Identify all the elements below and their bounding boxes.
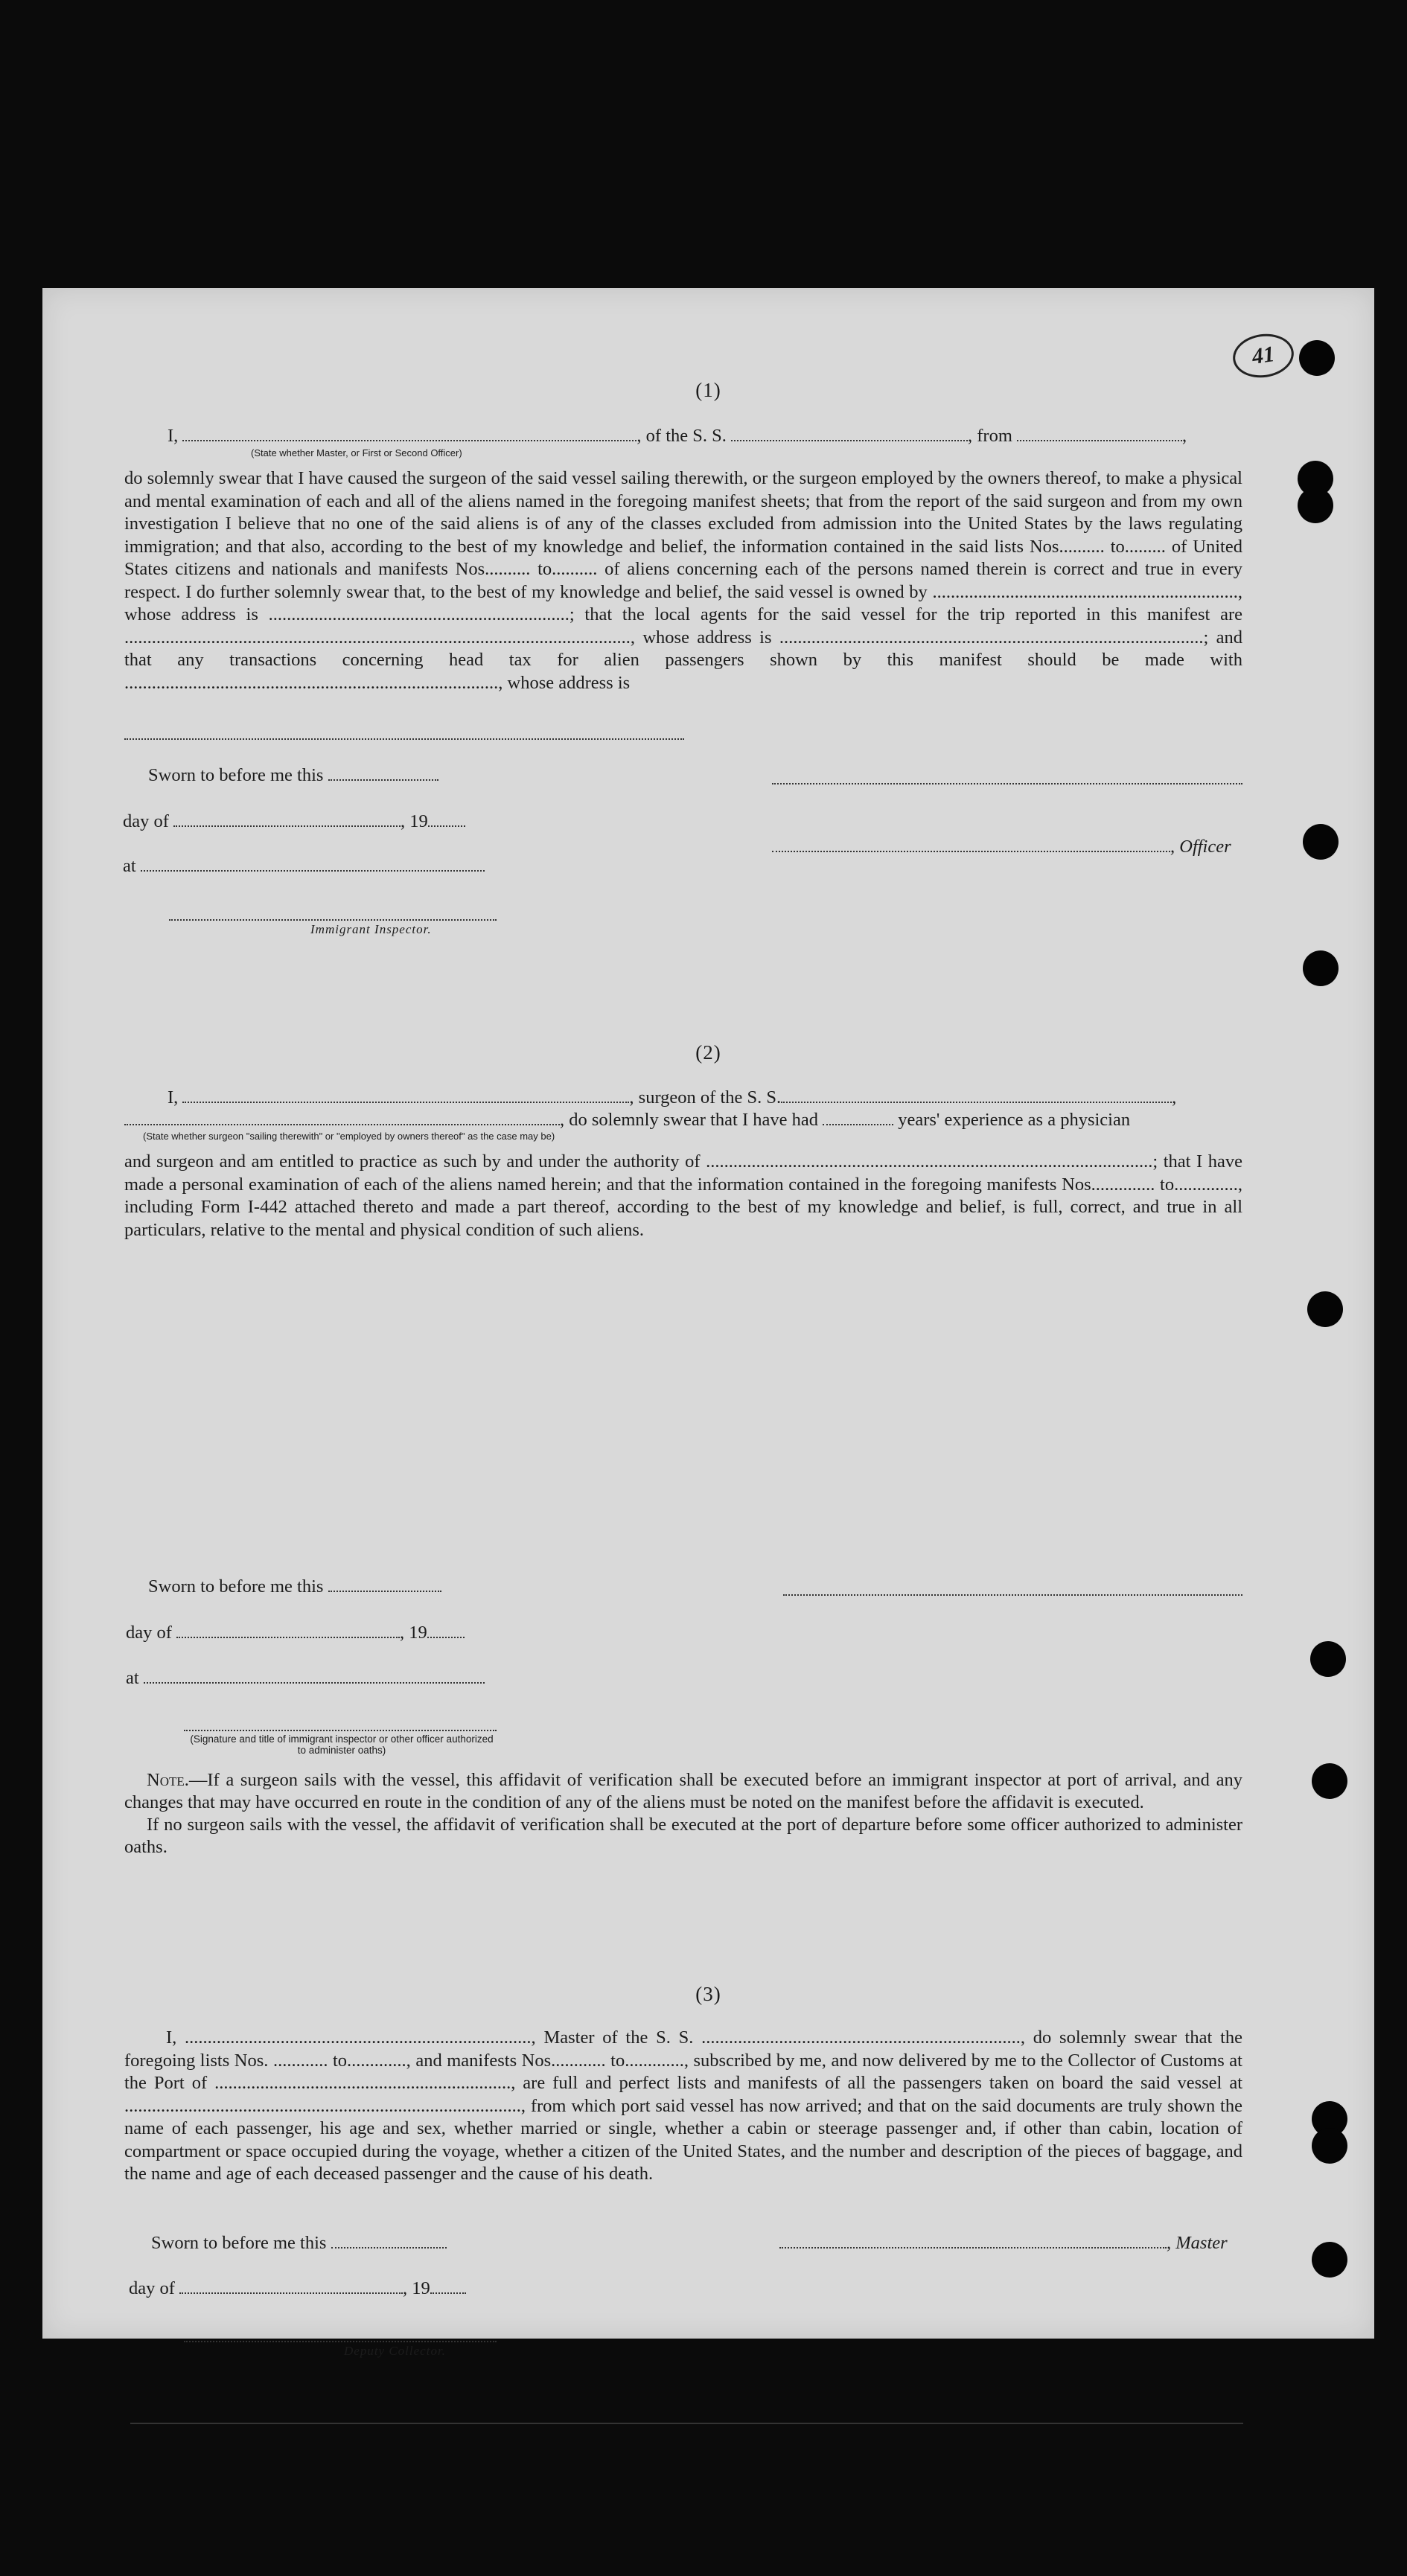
year-label: , 19 — [401, 811, 428, 831]
sworn-label: Sworn to before me this — [148, 765, 324, 785]
year-label: , 19 — [400, 1623, 427, 1643]
section-2-first-line: I, , surgeon of the S. S. , — [168, 1087, 1177, 1108]
punch-hole-10 — [1312, 2128, 1347, 2164]
section-1-at-line — [123, 855, 485, 877]
section-3-day-line — [129, 2278, 466, 2299]
section-1-officer-caption: (State whether Master, or First or Second Officer) — [251, 447, 462, 458]
section-2-sworn-line — [148, 1576, 441, 1597]
section-2-oath-text — [124, 1151, 1242, 1241]
surgeon-name-blank — [182, 1087, 629, 1103]
from-label: , from — [968, 426, 1012, 446]
place-blank — [144, 1667, 485, 1684]
place-blank — [141, 855, 485, 872]
section-3-sworn-line — [151, 2232, 447, 2254]
section-2-oath-paragraph: and surgeon and am entitled to practice as such by and under the authority of ..................................................................................................; that I have made a personal examination of each of the aliens named herein; and that the information contained in the foregoing manifests Nos.............. to.............., including Form I-442 attached thereto and made a part thereof, according to the best of my knowledge and belief, is full, correct, and true in all particulars, relative to the mental and physical condition of such aliens. — [124, 1151, 1242, 1240]
section-1-first-line: I, , of the S. S. , from , — [168, 426, 1187, 446]
punch-hole-4 — [1303, 824, 1339, 860]
vessel-name-blank — [731, 425, 968, 441]
day-of-label: day of — [129, 2278, 175, 2298]
year-blank — [430, 2278, 466, 2294]
years-experience-label: years' experience as a physician — [898, 1110, 1131, 1130]
day-of-label: day of — [123, 811, 169, 831]
surgeon-of-label: , surgeon of the S. S. — [629, 1087, 782, 1108]
note-text-1: —If a surgeon sails with the vessel, this affidavit of verification shall be executed before an immigrant inspector at port of arrival, and any changes that may have occurred en route in the condition of any of the aliens must be noted on the manifest before the affidavit is executed. — [124, 1770, 1242, 1812]
officer-signature-rule — [772, 783, 1242, 784]
from-port-blank — [1017, 425, 1182, 441]
section-3-oath-text — [124, 2027, 1242, 2186]
sworn-label: Sworn to before me this — [151, 2233, 327, 2253]
section-2-at-line — [126, 1667, 485, 1689]
master-label: , Master — [1167, 2233, 1228, 2253]
month-blank — [179, 2278, 403, 2294]
year-blank — [427, 1622, 465, 1638]
sworn-day-blank — [328, 1576, 441, 1592]
punch-hole-7 — [1310, 1641, 1346, 1677]
punch-hole-1 — [1299, 340, 1335, 376]
sworn-label: Sworn to before me this — [148, 1576, 324, 1597]
note-paragraph-2: If no surgeon sails with the vessel, the affidavit of verification shall be executed at the port of departure before some officer authorized to administer oaths. — [124, 1815, 1242, 1857]
year-blank — [428, 811, 465, 827]
officer-title-blank — [772, 836, 1170, 852]
section-3-master-line — [779, 2232, 1228, 2254]
month-blank — [176, 1622, 400, 1638]
punch-hole-11 — [1312, 2242, 1347, 2278]
officer-name-blank — [182, 425, 636, 441]
immigrant-inspector-caption: Immigrant Inspector. — [310, 922, 432, 936]
surgeon-status-blank — [124, 1109, 560, 1125]
section-1-sworn-line — [148, 764, 438, 786]
authorized-officer-rule — [184, 1730, 497, 1731]
section-2-second-line — [124, 1109, 1130, 1131]
at-label: at — [126, 1668, 139, 1688]
surgeon-signature-rule — [783, 1594, 1242, 1596]
surgeon-vessel-blank — [781, 1087, 1172, 1103]
section-1-number: (1) — [695, 379, 721, 401]
punch-hole-8 — [1312, 1763, 1347, 1799]
section-2-i: I, — [168, 1087, 179, 1108]
master-signature-blank — [779, 2232, 1167, 2249]
section-2-number: (2) — [695, 1041, 721, 1064]
section-1-i: I, — [168, 426, 179, 446]
authorized-officer-caption: (Signature and title of immigrant inspector or other officer authorized to administer oaths) — [190, 1733, 494, 1756]
manifest-verification-page — [42, 288, 1374, 2358]
month-blank — [173, 811, 401, 827]
deputy-collector-caption: Deputy Collector. — [344, 2344, 446, 2358]
note-label: Note. — [147, 1770, 189, 1790]
page-number-stamp: 41 — [1230, 330, 1296, 382]
of-the-ss-label: , of the S. S. — [636, 426, 727, 446]
do-swear-label: , do solemnly swear that I have had — [560, 1110, 818, 1130]
day-of-label: day of — [126, 1623, 172, 1643]
surgeon-note — [124, 1769, 1242, 1859]
year-label: , 19 — [403, 2278, 430, 2298]
bottom-rule — [130, 2423, 1243, 2424]
collector-signature-rule — [184, 2341, 497, 2342]
section-1-address-rule — [124, 738, 684, 740]
at-label: at — [123, 856, 136, 876]
punch-hole-6 — [1307, 1291, 1343, 1327]
inspector-signature-rule — [169, 919, 497, 921]
section-1-oath-text — [124, 467, 1242, 694]
section-1-oath-paragraph: do solemnly swear that I have caused the surgeon of the said vessel sailing therewith, or the surgeon employed by the owners thereof, to make a physical and mental examination of each and all of the aliens named in the foregoing manifest sheets; that from the report of the said surgeon and from my own investigation I believe that no one of the said aliens is of any of the classes excluded from admission into the United States by the laws regulating immigration; and that also, according to the best of my knowledge and belief, the information contained in the said lists Nos.......... to......... of United States citizens and nationals and manifests Nos.......... to.......... of aliens concerning each of the persons named therein is correct and true in every respect. I do further solemnly swear that, to the best of my knowledge and belief, the said vessel is owned by ..................................................................., whose address is ..................................................................; that the local agents for the said vessel for the trip reported in this manifest are ..............................................................................................................., whose address is .............................................................................................; and that any transactions concerning head tax for alien passengers shown by this manifest should be made with .................................................................................., whose address is — [124, 468, 1242, 693]
note-paragraph-1 — [124, 1769, 1242, 1814]
section-1-officer-line — [772, 836, 1231, 857]
section-3-number: (3) — [695, 1983, 721, 2005]
section-2-surgeon-caption: (State whether surgeon "sailing therewith" or "employed by owners thereof" as the case may be) — [143, 1131, 555, 1142]
officer-label: , Officer — [1170, 837, 1231, 857]
sworn-day-blank — [328, 764, 438, 781]
punch-hole-3 — [1298, 488, 1333, 523]
section-2-day-line — [126, 1622, 465, 1643]
sworn-day-blank — [331, 2232, 447, 2249]
punch-hole-5 — [1303, 950, 1339, 986]
section-1-day-line — [123, 811, 465, 832]
years-blank — [823, 1109, 893, 1125]
section-3-oath-paragraph: I, ............................................................................, Master of the S. S. ......................................................................, do solemnly swear that the foregoing lists Nos. ............ to............., and manifests Nos............ to............., subscribed by me, and now delivered by me to the Collector of Customs at the Port of ................................................................., are full and perfect lists and manifests of all the passengers taken on board the said vessel at ......................................................................................., from which port said vessel has now arrived; and that on the said documents are truly shown the name of each passenger, his age and sex, whether married or single, whether a cabin or steerage passenger and, if other than cabin, location of compartment or space occupied during the voyage, whether a citizen of the United States, and the number and description of the pieces of baggage, and the name and age of each deceased passenger and the cause of his death. — [124, 2027, 1242, 2184]
